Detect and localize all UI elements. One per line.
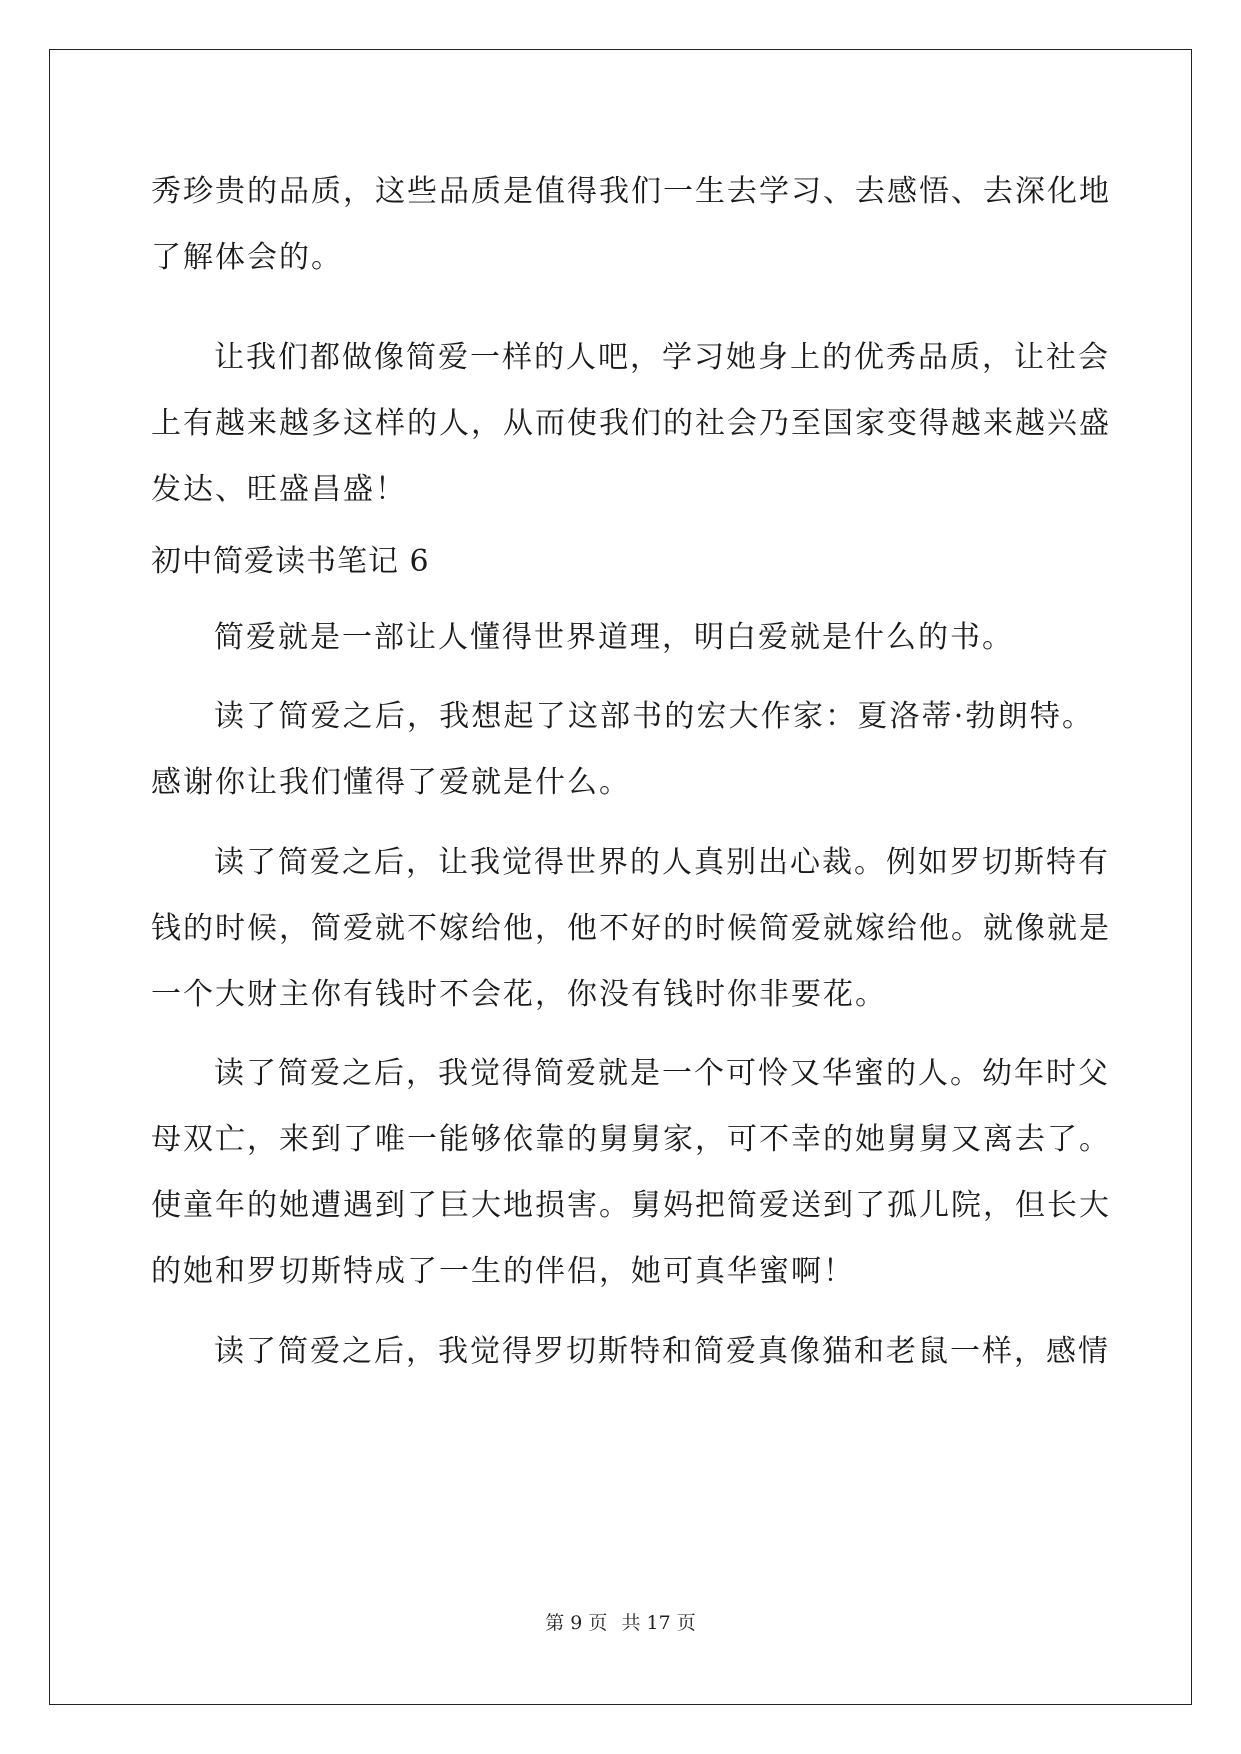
section-heading: 初中简爱读书笔记 6 — [151, 544, 430, 579]
paragraph-first-line: 读了简爱之后，我想起了这部书的宏大作家：夏洛蒂·勃朗特。 — [214, 699, 1094, 734]
paragraph-first-line: 读了简爱之后，我觉得罗切斯特和简爱真像猫和老鼠一样，感情 — [214, 1334, 1110, 1369]
paragraph-first-line: 读了简爱之后，我觉得简爱就是一个可怜又华蜜的人。幼年时父 — [214, 1056, 1110, 1091]
paragraph-first-line: 让我们都做像简爱一样的人吧，学习她身上的优秀品质，让社会 — [214, 340, 1110, 375]
page-number: 第 9 页 — [545, 1612, 608, 1634]
text-line: 使童年的她遭遇到了巨大地损害。舅妈把简爱送到了孤儿院，但长大 — [151, 1188, 1111, 1223]
page-total: 共 17 页 — [621, 1612, 696, 1634]
text-line: 秀珍贵的品质，这些品质是值得我们一生去学习、去感悟、去深化地 — [151, 174, 1111, 209]
text-line: 的她和罗切斯特成了一生的伴侣，她可真华蜜啊！ — [151, 1254, 855, 1289]
text-line: 上有越来越多这样的人，从而使我们的社会乃至国家变得越来越兴盛 — [151, 406, 1111, 441]
text-line: 了解体会的。 — [151, 240, 343, 275]
paragraph-first-line: 读了简爱之后，让我觉得世界的人真别出心裁。例如罗切斯特有 — [214, 845, 1110, 880]
text-line: 一个大财主你有钱时不会花，你没有钱时你非要花。 — [151, 977, 887, 1012]
page-footer — [0, 1610, 1241, 1636]
text-line: 发达、旺盛昌盛！ — [151, 472, 407, 507]
paragraph-first-line: 简爱就是一部让人懂得世界道理，明白爱就是什么的书。 — [214, 620, 1014, 655]
text-line: 母双亡，来到了唯一能够依靠的舅舅家，可不幸的她舅舅又离去了。 — [151, 1122, 1111, 1157]
text-line: 钱的时候，简爱就不嫁给他，他不好的时候简爱就嫁给他。就像就是 — [151, 911, 1111, 946]
text-line: 感谢你让我们懂得了爱就是什么。 — [151, 765, 631, 800]
